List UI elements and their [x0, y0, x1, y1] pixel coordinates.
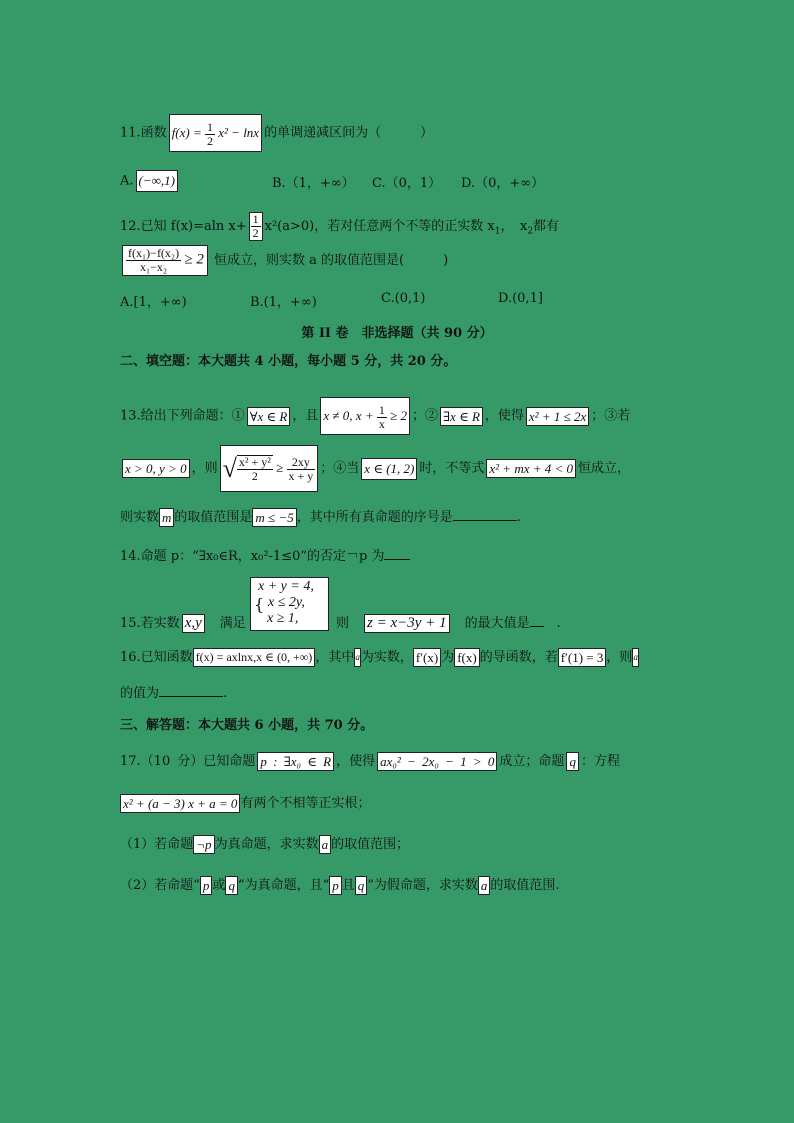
q11-option-c[interactable]: C.（0，1） [372, 176, 442, 191]
section3-heading: 三、解答题：本大题共 6 小题，共 70 分。 [120, 718, 374, 733]
section2-heading: 二、填空题：本大题共 4 小题，每小题 5 分，共 20 分。 [120, 354, 457, 369]
q12-option-a[interactable]: A.[1，+∞) [120, 295, 187, 310]
q12-option-c[interactable]: C.(0,1) [381, 291, 426, 306]
q11-formula: f(x) = $\frac{1}{2}$ x² − lnx [169, 114, 262, 152]
q11-option-b[interactable]: B.（1，+∞） [272, 176, 355, 191]
q15-answer-blank[interactable] [530, 626, 544, 627]
q17-part2: （2）若命题“ p 或 q ”为真命题，且“ p 且 q ”为假命题，求实数 a 的取值范围. [120, 878, 560, 893]
q17-part1: （1）若命题 ¬p 为真命题，求实数 a 的取值范围； [120, 837, 410, 852]
q13-line1: 13.给出下列命题：① ∀x ∈ R ，且 x ≠ 0, x + $\frac{1}{x}$ ≥ 2 ；② ∃x ∈ R ，使得 x² + 1 ≤ 2x ；③若 [120, 397, 630, 436]
part2-title: 第 II 卷 非选择题（共 90 分） [301, 326, 493, 341]
q13-proposition-1: x ≠ 0, x + $\frac{1}{x}$ ≥ 2 [320, 397, 410, 435]
q17-line1: 17.（10 分）已知命题 p : ∃x₀ ∈ R ，使得 ax₀² − 2x₀ − 1 > 0 成立；命题 q ：方程 [120, 754, 620, 769]
q17-line2: x² + (a − 3) x + a = 0 有两个不相等正实根； [120, 792, 370, 816]
q11-option-a[interactable]: A. (−∞,1) [120, 170, 180, 192]
q15-stem: 15.若实数 x,y 满足 [120, 615, 246, 631]
q14-stem: 14.命题 p：“∃x₀∈R，x₀²-1≤0”的否定￢p 为 [120, 547, 410, 567]
q12-option-b[interactable]: B.(1，+∞) [250, 295, 317, 310]
q13-proposition-3: √ $\frac{\text{x² + y²}}{2}$ ≥ $\frac{2xy}{x + y}$ [220, 445, 319, 492]
q12-inequality: $\frac{\text{f(x₁)−f(x₂)}}{\text{x₁−x₂}}$ ≥ 2 [122, 245, 208, 276]
q11-option-d[interactable]: D.（0，+∞） [461, 176, 545, 191]
q11-stem: 11.函数 f(x) = $\frac{1}{2}$ x² − lnx 的单调递减区间为（ ） [120, 114, 433, 152]
q12-stem-line2: $\frac{\text{f(x₁)−f(x₂)}}{\text{x₁−x₂}}$ ≥ 2 恒成立，则实数 a 的取值范围是( ) [120, 244, 448, 278]
q16-line1: 16.已知函数 f(x) = axlnx,x ∈ (0, +∞) ，其中a为实数， f′(x) 为 f(x) 的导函数，若 f′(1) = 3 ，则a [120, 650, 638, 665]
q14-answer-blank[interactable] [384, 559, 410, 560]
q12-half: $\frac{1}{2}$ [249, 212, 263, 241]
q13-answer-blank[interactable] [453, 520, 517, 521]
q15-stem-cont: 则 z = x−3y + 1 的最大值是 . [336, 615, 561, 631]
q16-answer-blank[interactable] [159, 696, 223, 697]
q16-line2: 的值为 . [120, 686, 228, 701]
q13-line2: x > 0, y > 0 ，则 √ $\frac{\text{x² + y²}}{2}$ ≥ $\frac{2xy}{x + y}$ ；④当 x ∈ (1, 2) 时，不等式 x² + mx + 4 < 0 恒成立， [120, 444, 630, 494]
q12-option-d[interactable]: D.(0,1] [498, 291, 543, 306]
q13-line3: 则实数 m 的取值范围是 m ≤ −5 ，其中所有真命题的序号是 . [120, 510, 521, 525]
q12-stem-line1: 12.已知 f(x)=aln x+ $\frac{1}{2}$ x²(a>0)，若对任意两个不等的正实数 $x_1$， $x_2$都有 [120, 212, 560, 240]
q15-constraint-system: { x + y = 4, x ≤ 2y, x ≥ 1, [250, 577, 329, 631]
